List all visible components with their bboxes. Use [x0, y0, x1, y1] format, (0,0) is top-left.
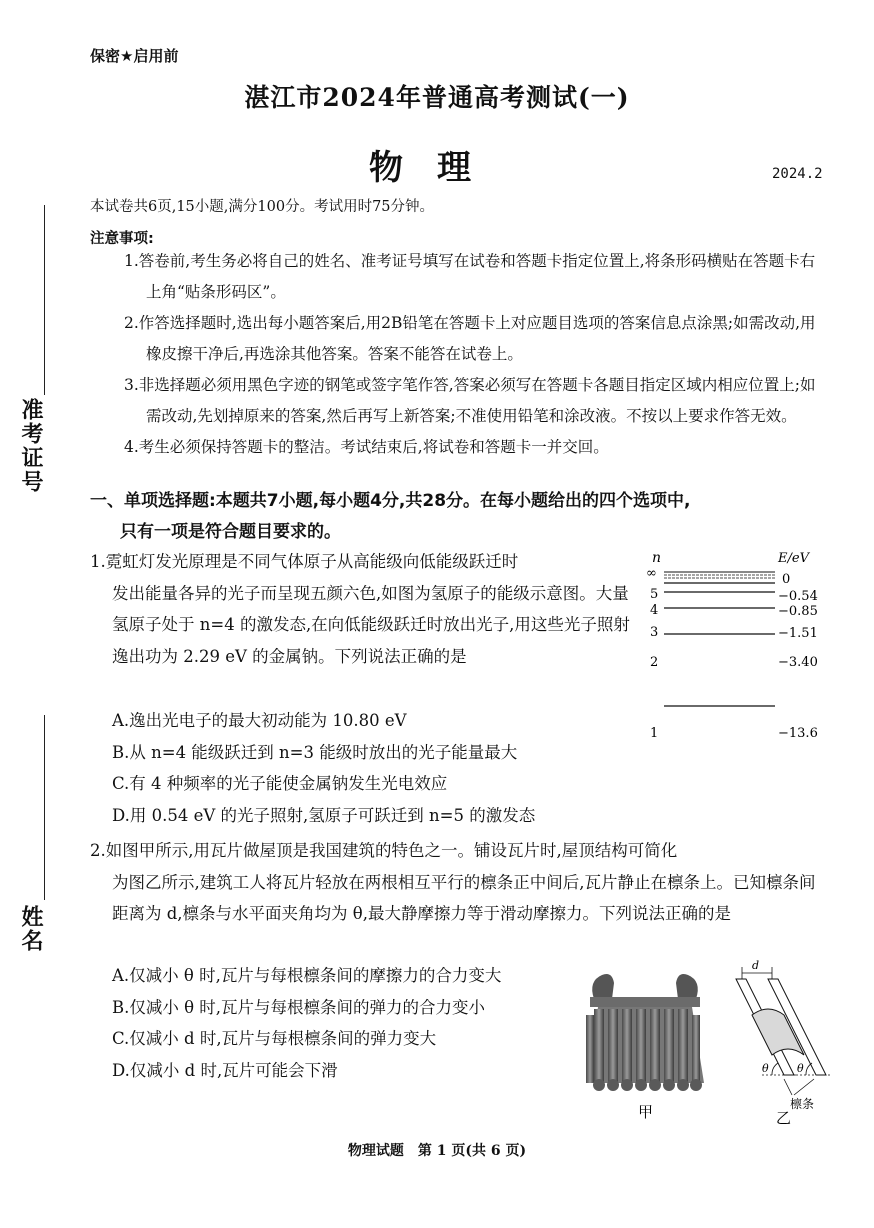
q2-option-b: B.仅减小 θ 时,瓦片与每根檩条间的弹力的合力变小: [112, 997, 486, 1017]
q2-stem-rest: 为图乙所示,建筑工人将瓦片轻放在两根相互平行的檩条正中间后,瓦片静止在檩条上。已知檩条间距离为 d,檩条与水平面夹角均为 θ,最大静摩擦力等于滑动摩擦力。下列说法正确的是: [112, 872, 816, 923]
tile-rows: [586, 1009, 702, 1091]
q1-option-a: A.逸出光电子的最大初动能为 10.80 eV: [112, 711, 407, 730]
q1-option-b: B.从 n=4 能级跃迁到 n=3 能级时放出的光子能量最大: [112, 742, 518, 762]
q2-stem-first: 2.如图甲所示,用瓦片做屋顶是我国建筑的特色之一。铺设瓦片时,屋顶结构可简化: [90, 841, 678, 860]
question-1-options: [112, 705, 672, 831]
question-2-stem: [90, 835, 830, 930]
section-line-1: 一、单项选择题:本题共7小题,每小题4分,共28分。在每小题给出的四个选项中,: [90, 491, 691, 511]
diagram-n-header: n: [652, 550, 662, 566]
section-line-2: 只有一项是符合题目要求的。: [120, 522, 341, 542]
page-footer: 物理试题 第 1 页(共 6 页): [347, 1143, 527, 1159]
level-n-2: 2: [650, 655, 659, 670]
q1-stem-rest: 发出能量各异的光子而呈现五颜六色,如图为氢原子的能级示意图。大量氢原子处于 n=4 的激发态,在向低能级跃迁时放出光子,用这些光子照射逸出功为 2.29 eV 的金属钠。下列说法正确的是: [112, 583, 630, 666]
level-n-1: 1: [650, 726, 659, 741]
exam-intro: 本试卷共6页,15小题,满分100分。考试用时75分钟。: [90, 199, 435, 215]
theta-label-left: θ: [762, 1062, 769, 1075]
q1-stem-first: 1.霓虹灯发光原理是不同气体原子从高能级向低能级跃迁时: [90, 552, 519, 571]
roof-ridge: [590, 997, 700, 1007]
notice-heading: 注意事项:: [90, 231, 154, 247]
confidential-mark: 保密★启用前: [90, 47, 179, 65]
arrow-to-left-purlin: [784, 1079, 792, 1095]
ridge-ornament-left: [592, 974, 614, 999]
d-label: d: [752, 959, 760, 972]
notice-item: 3.非选择题必须用黑色字迹的钢笔或签字笔作答,答案必须写在答题卡各题目指定区域内相应位置上;如需改动,先划掉原来的答案,然后再写上新答案;不准使用铅笔和涂改液。不按以上要求作答无效。: [124, 376, 816, 425]
notice-list: [124, 246, 829, 463]
level-n-5: 5: [650, 587, 659, 602]
level-e-3: −1.51: [778, 626, 818, 641]
roof-tile-photo: [580, 965, 710, 1125]
exam-id-label: 准考证号: [18, 398, 44, 494]
q2-option-d: D.仅减小 d 时,瓦片可能会下滑: [112, 1060, 338, 1080]
arrow-to-right-purlin: [794, 1079, 814, 1095]
level-e-4: −0.85: [778, 604, 818, 619]
notice-item: 4.考生必须保持答题卡的整洁。考试结束后,将试卷和答题卡一并交回。: [124, 438, 609, 456]
diagram-e-header: E/eV: [778, 551, 809, 566]
q2-option-a: A.仅减小 θ 时,瓦片与每根檩条间的摩擦力的合力变大: [112, 966, 502, 985]
level-e-inf: 0: [782, 572, 791, 587]
ridge-ornament-right: [676, 974, 698, 999]
subject-title: 物理: [369, 148, 505, 188]
notice-item: 1.答卷前,考生务必将自己的姓名、准考证号填写在试卷和答题卡指定位置上,将条形码横贴在答题卡右上角“贴条形码区”。: [124, 252, 816, 301]
name-label: 姓名: [18, 905, 44, 953]
fig-yi-label: 乙: [776, 1109, 792, 1127]
purlin-label: 檩条: [790, 1097, 815, 1111]
angle-arc-left: [772, 1063, 778, 1075]
section-heading: [90, 486, 830, 548]
fig-jia-label: 甲: [638, 1103, 654, 1121]
exam-date: 2024.2: [772, 166, 823, 182]
level-e-5: −0.54: [778, 589, 818, 604]
name-line: [44, 715, 45, 900]
question-2-options: [112, 960, 572, 1086]
question-1-stem: [90, 546, 645, 672]
q1-option-d: D.用 0.54 eV 的光子照射,氢原子可跃迁到 n=5 的激发态: [112, 805, 536, 825]
theta-label-right: θ: [797, 1062, 804, 1075]
level-n-3: 3: [650, 625, 659, 640]
exam-id-line: [44, 205, 45, 395]
exam-title: 湛江市2024年普通高考测试(一): [244, 83, 630, 112]
level-e-2: −3.40: [778, 655, 818, 670]
level-n-4: 4: [650, 603, 659, 618]
q1-option-c: C.有 4 种频率的光子能使金属钠发生光电效应: [112, 774, 448, 793]
energy-level-diagram: [640, 548, 840, 748]
level-e-1: −13.6: [778, 726, 818, 741]
q2-option-c: C.仅减小 d 时,瓦片与每根檩条间的弹力变大: [112, 1029, 437, 1048]
level-n-inf: ∞: [646, 566, 657, 581]
purlin-schematic: [722, 955, 832, 1130]
notice-item: 2.作答选择题时,选出每小题答案后,用2B铅笔在答题卡上对应题目选项的答案信息点涂黑;如需改动,用橡皮擦干净后,再选涂其他答案。答案不能答在试卷上。: [124, 314, 816, 363]
